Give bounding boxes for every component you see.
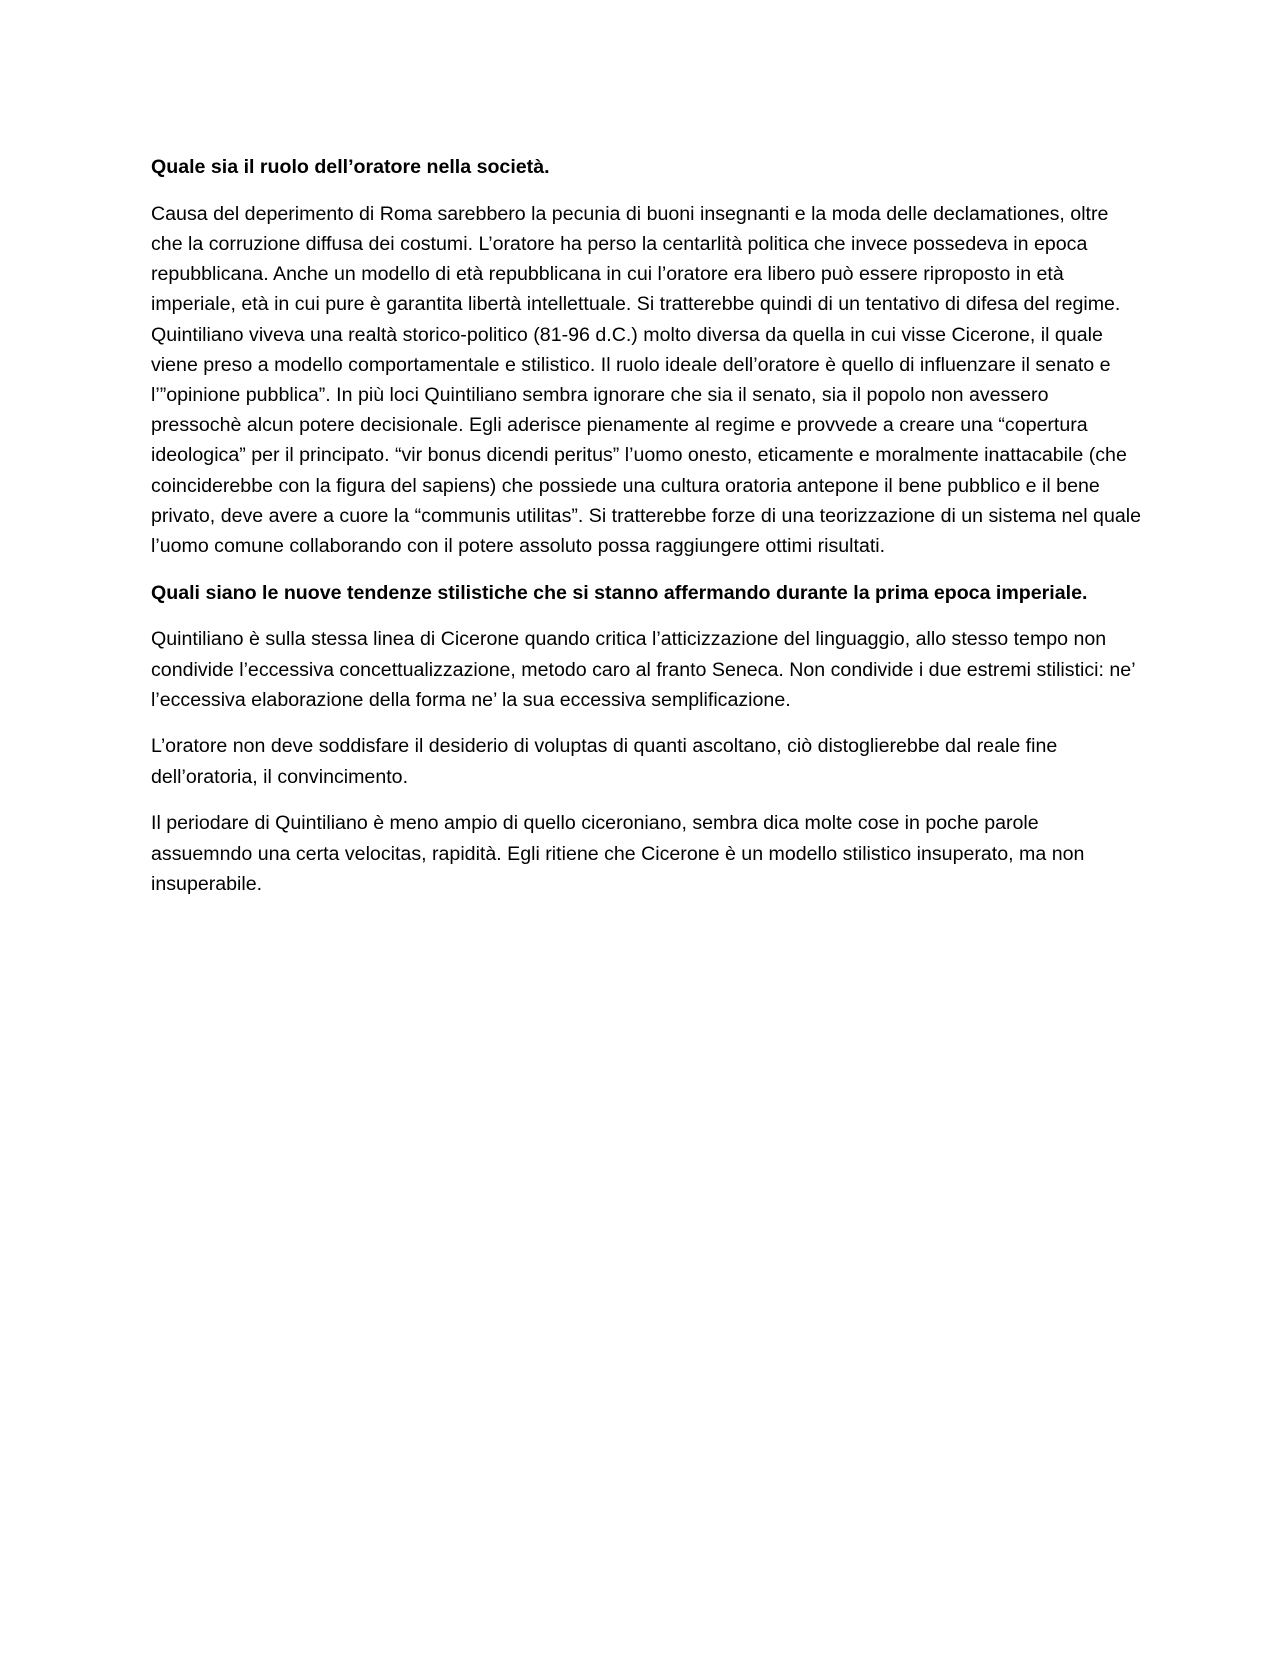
body-paragraph: Quintiliano è sulla stessa linea di Cicerone quando critica l’atticizzazione del linguaggio, allo stesso tempo non condivide l’eccessiva concettualizzazione, metodo caro al franto Seneca. Non condivide i due estremi stilistici: ne’ l’eccessiva elaborazione della forma ne’ la sua eccessiva semplificazione. xyxy=(151,628,1135,711)
body-paragraph: Il periodare di Quintiliano è meno ampio di quello ciceroniano, sembra dica molte cose in poche parole assuemndo una certa velocitas, rapidità. Egli ritiene che Cicerone è un modello stilistico insuperato, ma non insuperabile. xyxy=(151,812,1085,895)
document-body xyxy=(151,152,1141,915)
section-heading: Quale sia il ruolo dell’oratore nella società. xyxy=(151,156,550,178)
body-paragraph: Causa del deperimento di Roma sarebbero la pecunia di buoni insegnanti e la moda delle declamationes, oltre che la corruzione diffusa dei costumi. L’oratore ha perso la centarlità politica che invece possedeva in epoca repubblicana. Anche un modello di età repubblicana in cui l’oratore era libero può essere riproposto in età imperiale, età in cui pure è garantita libertà intellettuale. Si tratterebbe quindi di un tentativo di difesa del regime. Quintiliano viveva una realtà storico-politico (81-96 d.C.) molto diversa da quella in cui visse Cicerone, il quale viene preso a modello comportamentale e stilistico. Il ruolo ideale dell’oratore è quello di influenzare il senato e l’”opinione pubblica”. In più loci Quintiliano sembra ignorare che sia il senato, sia il popolo non avessero pressochè alcun potere decisionale. Egli aderisce pienamente al regime e provvede a creare una “copertura ideologica” per il principato. “vir bonus dicendi peritus” l’uomo onesto, eticamente e moralmente inattacabile (che coinciderebbe con la figura del sapiens) che possiede una cultura oratoria antepone il bene pubblico e il bene privato, deve avere a cuore la “communis utilitas”. Si tratterebbe forze di una teorizzazione di un sistema nel quale l’uomo comune collaborando con il potere assoluto possa raggiungere ottimi risultati. xyxy=(151,202,1141,557)
body-paragraph: L’oratore non deve soddisfare il desiderio di voluptas di quanti ascoltano, ciò distoglierebbe dal reale fine dell’oratoria, il convincimento. xyxy=(151,735,1058,788)
section-heading: Quali siano le nuove tendenze stilistiche che si stanno affermando durante la prima epoca imperiale. xyxy=(151,581,1088,604)
